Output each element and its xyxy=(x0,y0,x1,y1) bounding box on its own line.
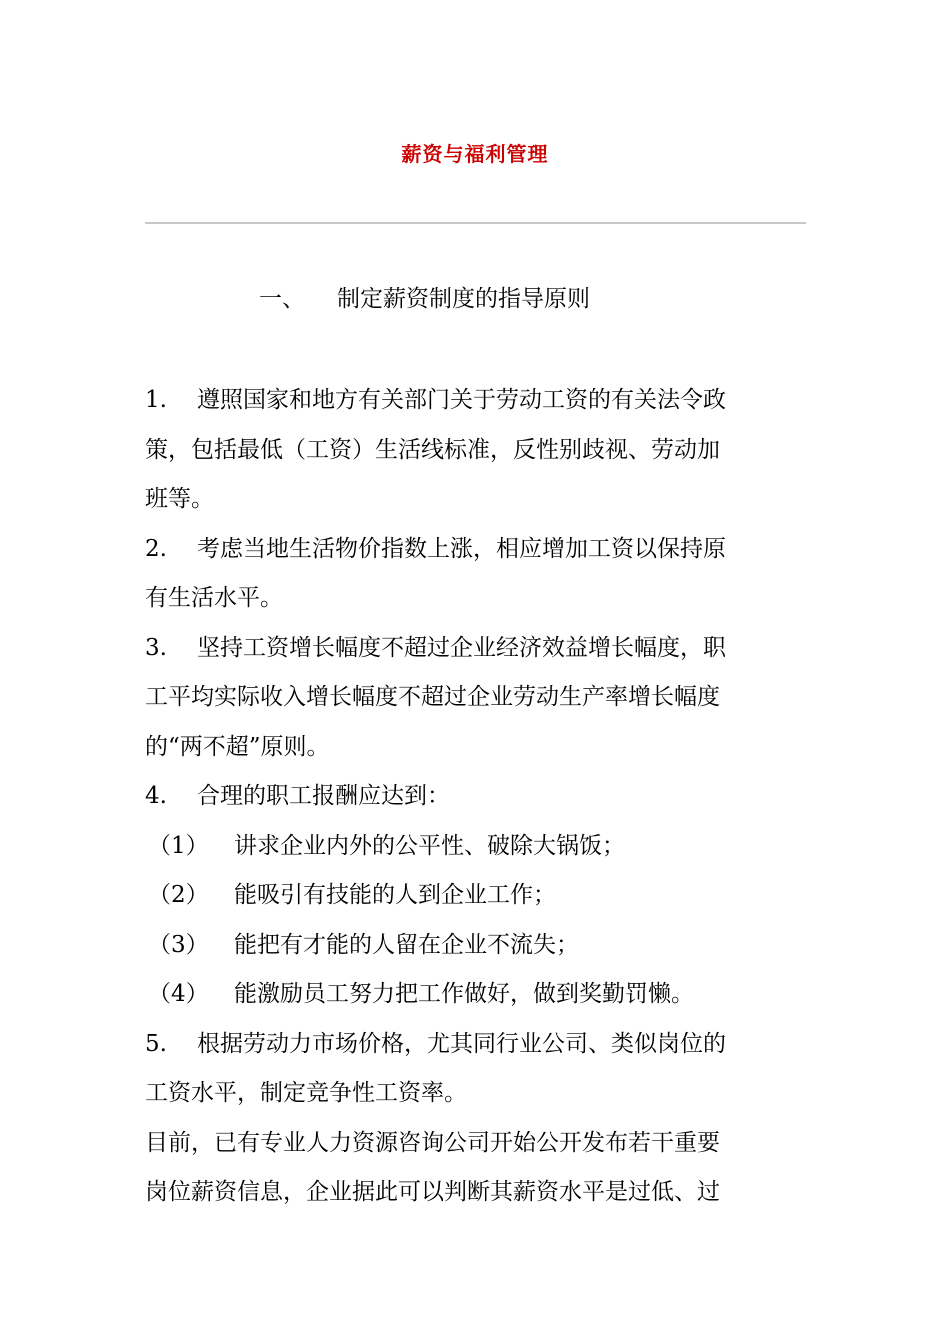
paragraph-line xyxy=(145,772,795,822)
line-text: 遵照国家和地方有关部门关于劳动工资的有关法令政 xyxy=(197,387,726,413)
paragraph-line xyxy=(145,376,795,426)
paragraph-line xyxy=(145,1119,795,1169)
item-number: 3. xyxy=(145,634,167,661)
item-number: 2. xyxy=(145,535,167,562)
paragraph-line xyxy=(145,525,795,575)
paragraph-line xyxy=(145,475,795,525)
paragraph-line xyxy=(145,723,795,773)
line-text: 能激励员工努力把工作做好，做到奖勤罚懒。 xyxy=(234,981,694,1007)
line-text: 岗位薪资信息，企业据此可以判断其薪资水平是过低、过 xyxy=(145,1179,720,1205)
line-text: 能吸引有技能的人到企业工作； xyxy=(234,882,556,908)
item-number: 5. xyxy=(145,1030,167,1057)
line-text: 考虑当地生活物价指数上涨，相应增加工资以保持原 xyxy=(197,535,726,562)
line-text: 坚持工资增长幅度不超过企业经济效益增长幅度，职 xyxy=(197,634,726,661)
line-text: 能把有才能的人留在企业不流失； xyxy=(234,931,579,958)
line-text: 讲求企业内外的公平性、破除大锅饭； xyxy=(234,832,625,859)
line-text: 的“两不超”原则。 xyxy=(145,733,330,760)
sub-item-line xyxy=(145,822,795,872)
paragraph-line xyxy=(145,1020,795,1070)
line-text: 班等。 xyxy=(145,486,214,512)
line-text: 有生活水平。 xyxy=(145,585,283,611)
section-number: 一、 xyxy=(259,286,305,312)
sub-item-line xyxy=(145,871,795,921)
sub-item-number: （3） xyxy=(148,931,209,958)
paragraph-line xyxy=(145,1069,795,1119)
horizontal-divider xyxy=(145,222,806,224)
paragraph-line xyxy=(145,1168,795,1218)
sub-item-number: （2） xyxy=(148,882,209,908)
item-number: 1. xyxy=(145,387,167,413)
paragraph-line xyxy=(145,426,795,476)
line-text: 根据劳动力市场价格，尤其同行业公司、类似岗位的 xyxy=(197,1030,726,1057)
paragraph-line xyxy=(145,624,795,674)
section-heading xyxy=(259,281,590,317)
document-title: 薪资与福利管理 xyxy=(401,142,549,166)
line-text: 合理的职工报酬应达到： xyxy=(197,783,450,809)
line-text: 工平均实际收入增长幅度不超过企业劳动生产率增长幅度 xyxy=(145,684,720,710)
section-title: 制定薪资制度的指导原则 xyxy=(337,286,590,312)
sub-item-number: （4） xyxy=(148,981,209,1007)
sub-item-line xyxy=(145,921,795,971)
item-number: 4. xyxy=(145,783,167,809)
line-text: 策，包括最低（工资）生活线标准，反性别歧视、劳动加 xyxy=(145,436,720,463)
document-body xyxy=(145,376,795,1218)
paragraph-line xyxy=(145,673,795,723)
line-text: 目前，已有专业人力资源咨询公司开始公开发布若干重要 xyxy=(145,1129,720,1156)
sub-item-line xyxy=(145,970,795,1020)
line-text: 工资水平，制定竞争性工资率。 xyxy=(145,1080,467,1106)
paragraph-line xyxy=(145,574,795,624)
sub-item-number: （1） xyxy=(148,832,209,859)
